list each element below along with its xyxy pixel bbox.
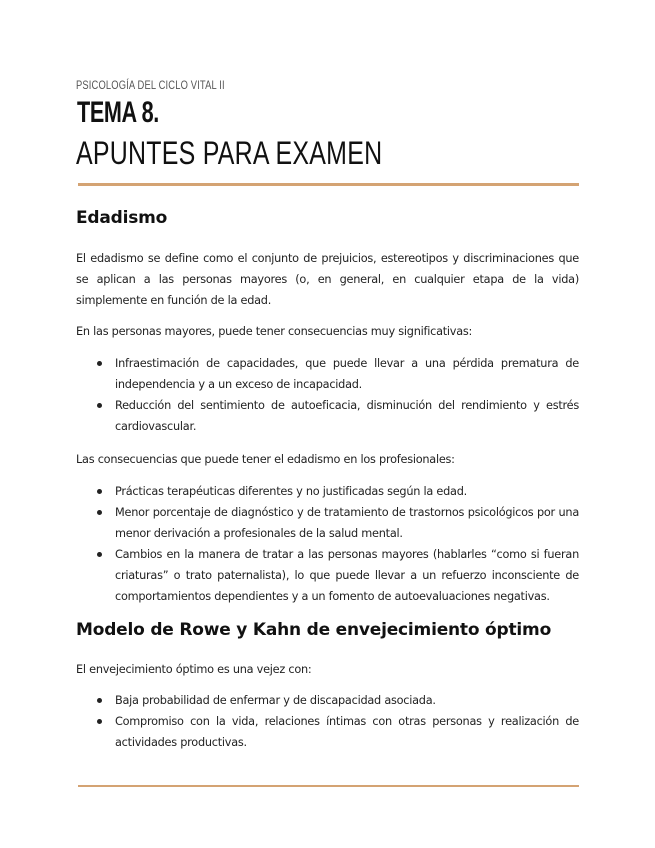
section-heading-edadismo: Edadismo: [76, 208, 168, 228]
list-item: Reducción del sentimiento de autoeficacia, disminución del rendimiento y estrés cardiovascular.: [76, 395, 579, 437]
list-consequences-elderly: [76, 353, 579, 437]
paragraph-optimal-aging: El envejecimiento óptimo es una vejez con:: [76, 663, 312, 676]
bullet-icon: [97, 698, 102, 703]
bullet-icon: [97, 361, 102, 366]
list-consequences-professionals: [76, 481, 579, 607]
topic-number: TEMA 8.: [77, 96, 159, 129]
list-item: Baja probabilidad de enfermar y de discapacidad asociada.: [76, 690, 579, 711]
paragraph-consequences-professionals: Las consecuencias que puede tener el edadismo en los profesionales:: [76, 453, 455, 466]
list-item: Compromiso con la vida, relaciones íntimas con otras personas y realización de actividades productivas.: [76, 711, 579, 753]
bullet-icon: [97, 552, 102, 557]
document-title: APUNTES PARA EXAMEN: [76, 135, 383, 171]
list-item: Cambios en la manera de tratar a las personas mayores (hablarles “como si fueran criaturas” o trato paternalista), lo que puede llevar a un refuerzo inconsciente de comportamientos dependientes y a un fomento de autoevaluaciones negativas.: [76, 544, 579, 607]
footer-divider: [78, 785, 579, 787]
bullet-icon: [97, 510, 102, 515]
list-optimal-aging: [76, 690, 579, 753]
header-divider: [78, 183, 579, 186]
list-item: Menor porcentaje de diagnóstico y de tratamiento de trastornos psicológicos por una menor derivación a profesionales de la salud mental.: [76, 502, 579, 544]
bullet-icon: [97, 489, 102, 494]
course-subject: PSICOLOGÍA DEL CICLO VITAL II: [76, 78, 225, 92]
paragraph-definition: El edadismo se define como el conjunto de prejuicios, estereotipos y discriminaciones que se aplican a las personas mayores (o, en general, en cualquier etapa de la vida) simplemente en función de la edad.: [76, 252, 579, 307]
list-item: Prácticas terapéuticas diferentes y no justificadas según la edad.: [76, 481, 579, 502]
paragraph-consequences-elderly: En las personas mayores, puede tener consecuencias muy significativas:: [76, 325, 473, 338]
list-item: Infraestimación de capacidades, que puede llevar a una pérdida prematura de independencia y a un exceso de incapacidad.: [76, 353, 579, 395]
section-heading-rowe-kahn: Modelo de Rowe y Kahn de envejecimiento óptimo: [76, 620, 552, 640]
bullet-icon: [97, 719, 102, 724]
bullet-icon: [97, 403, 102, 408]
